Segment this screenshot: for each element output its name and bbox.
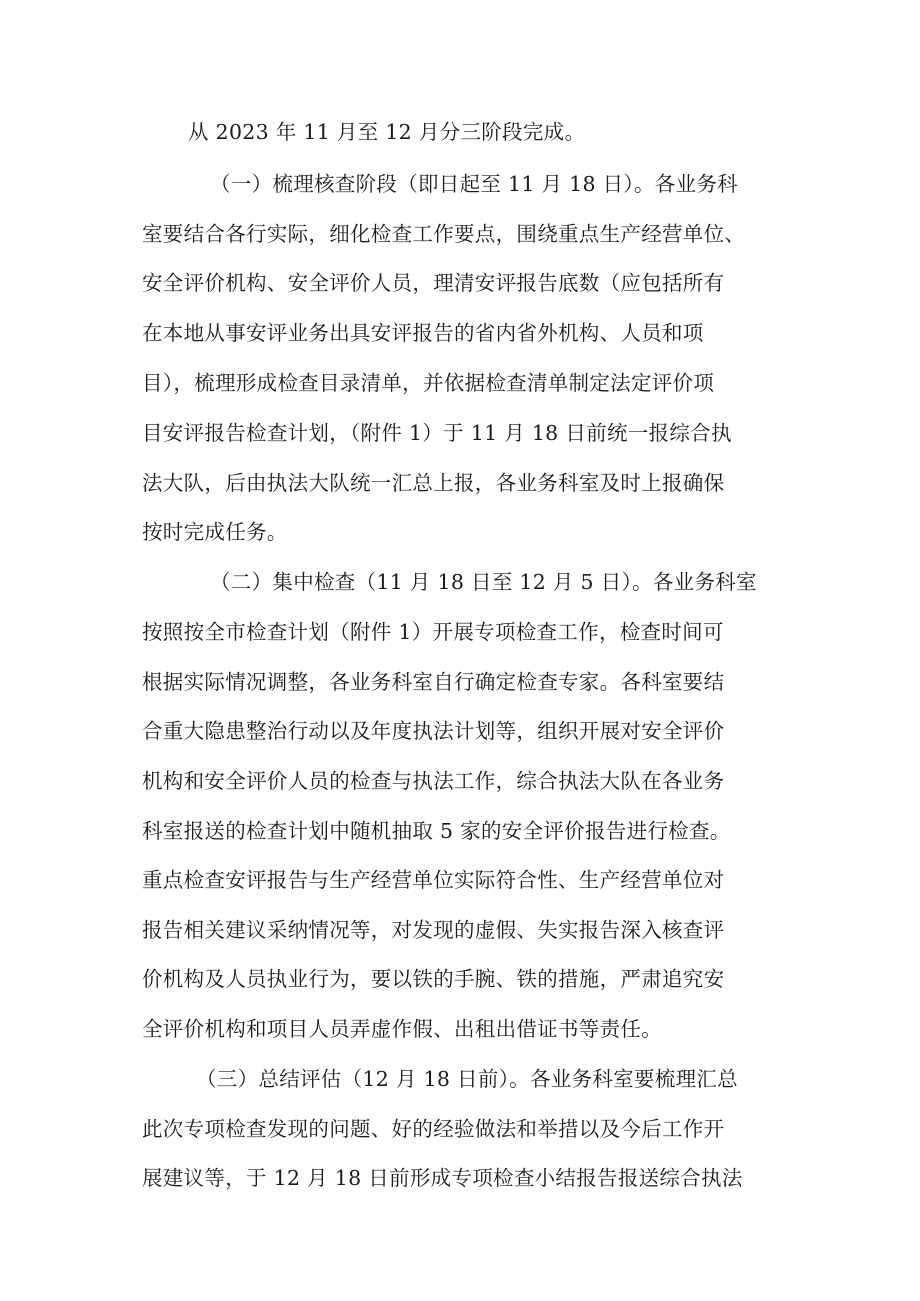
paragraph-line: （三）总结评估（12 月 18 日前）。各业务科室要梳理汇总 [196,1067,738,1091]
paragraph-line: 目），梳理形成检查目录清单，并依据检查清单制定法定评价项 [142,371,715,395]
paragraph-line: 报告相关建议采纳情况等，对发现的虚假、失实报告深入核查评 [142,918,725,942]
paragraph-line: 目安评报告检查计划，（附件 1）于 11 月 18 日前统一报综合执 [142,421,732,445]
paragraph-line: 展建议等，于 12 月 18 日前形成专项检查小结报告报送综合执法 [142,1166,743,1190]
paragraph-line: 科室报送的检查计划中随机抽取 5 家的安全评价报告进行检查。 [142,819,731,843]
paragraph-line: （二）集中检查（11 月 18 日至 12 月 5 日）。各业务科室 [210,570,757,594]
paragraph-line: 安全评价机构、安全评价人员，理清安评报告底数（应包括所有 [142,271,725,295]
paragraph-line: 重点检查安评报告与生产经营单位实际符合性、生产经营单位对 [142,868,725,892]
paragraph-line: 室要结合各行实际，细化检查工作要点，围绕重点生产经营单位、 [142,222,746,246]
paragraph-line: 按时完成任务。 [142,520,288,544]
paragraph-line: 从 2023 年 11 月至 12 月分三阶段完成。 [188,120,586,144]
paragraph-line: 根据实际情况调整，各业务科室自行确定检查专家。各科室要结 [142,670,725,694]
paragraph-line: 价机构及人员执业行为，要以铁的手腕、铁的措施，严肃追究安 [142,967,725,991]
paragraph-line: 按照按全市检查计划（附件 1）开展专项检查工作，检查时间可 [142,620,724,644]
paragraph-line: （一）梳理核查阶段（即日起至 11 月 18 日）。各业务科 [210,172,738,196]
paragraph-line: 在本地从事安评业务出具安评报告的省内省外机构、人员和项 [142,321,704,345]
paragraph-line: 法大队，后由执法大队统一汇总上报，各业务科室及时上报确保 [142,471,725,495]
paragraph-line: 此次专项检查发现的问题、好的经验做法和举措以及今后工作开 [142,1117,725,1141]
paragraph-line: 合重大隐患整治行动以及年度执法计划等，组织开展对安全评价 [142,719,725,743]
paragraph-line: 机构和安全评价人员的检查与执法工作，综合执法大队在各业务 [142,769,725,793]
paragraph-line: 全评价机构和项目人员弄虚作假、出租出借证书等责任。 [142,1017,662,1041]
